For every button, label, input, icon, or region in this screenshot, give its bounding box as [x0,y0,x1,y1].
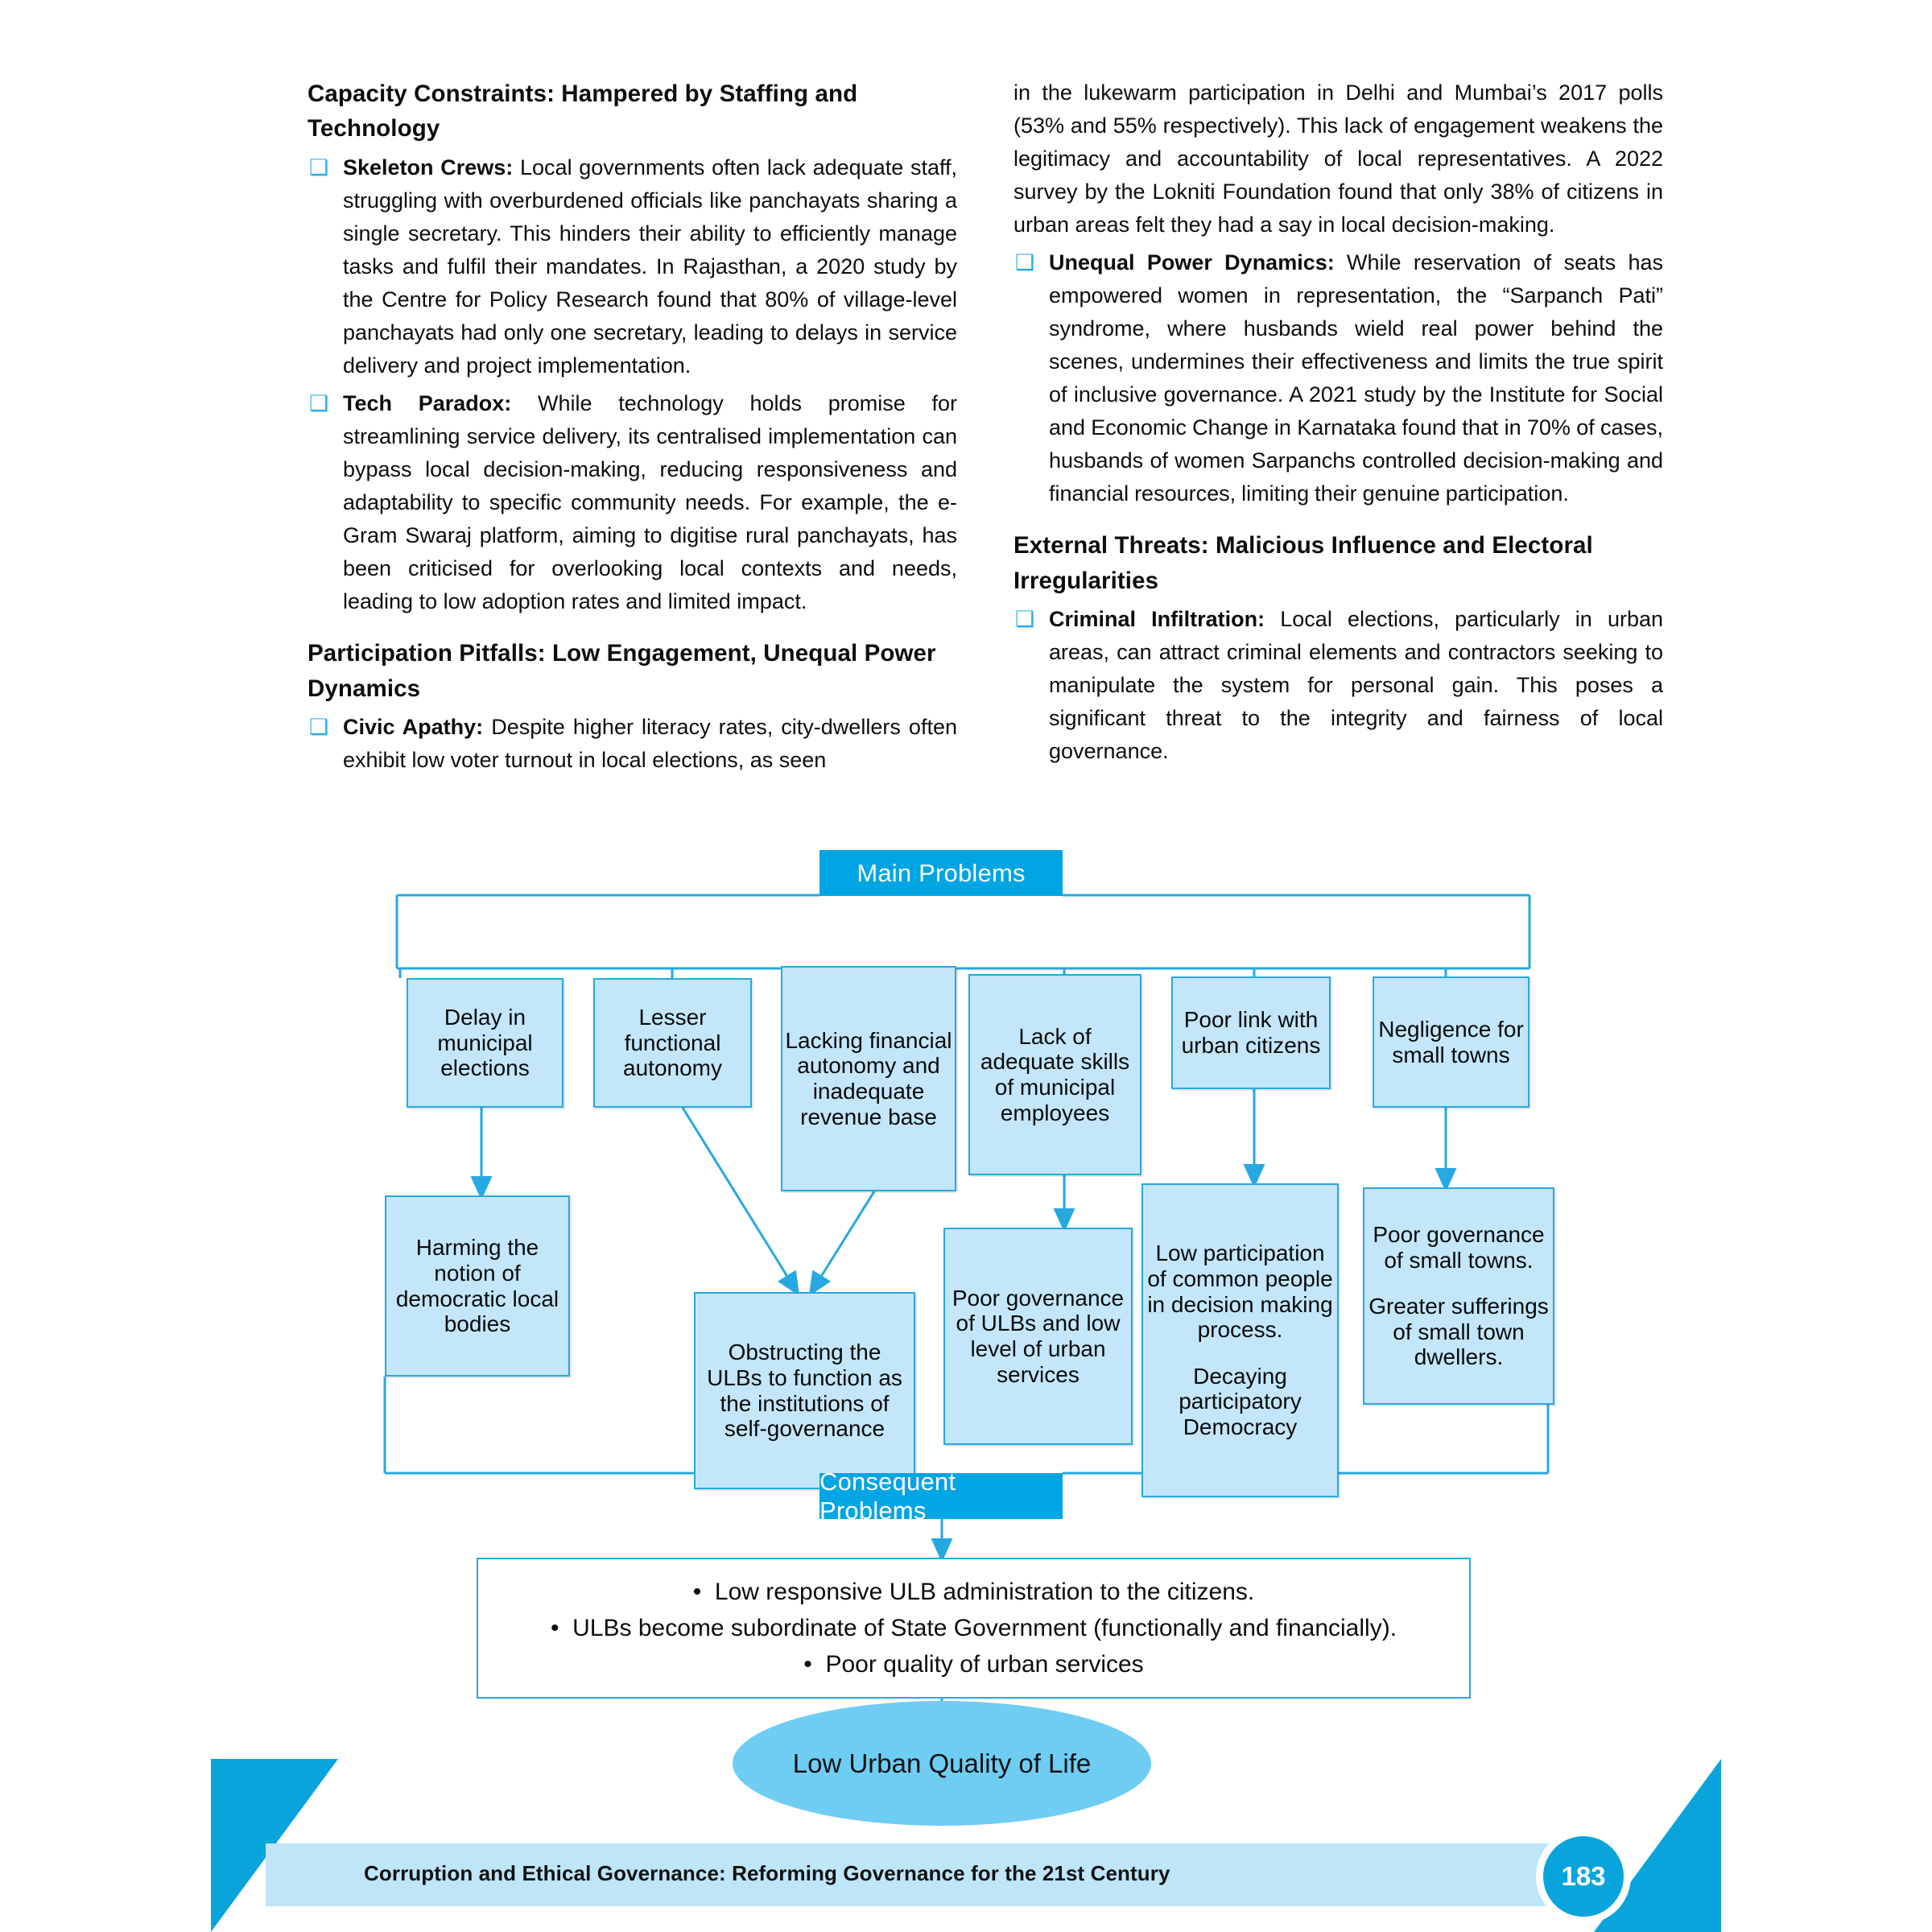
node-lesser-functional-autonomy: Lesser functional autonomy [593,978,752,1108]
bullet-civic-apathy [308,711,957,777]
section-heading-capacity: Capacity Constraints: Hampered by Staffing and Technology [308,80,858,142]
page-number-text: 183 [1543,1836,1624,1917]
consequence-text: Low responsive ULB administration to the citizens. [714,1579,1255,1605]
bullet-skeleton-crews [308,151,957,382]
checkbox-bullet-icon: ❑ [1015,607,1035,632]
node-poor-link-urban-citizens: Poor link with urban citizens [1171,976,1331,1089]
node-lack-adequate-skills: Lack of adequate skills of municipal employees [968,974,1141,1175]
bullet-lead: Unequal Power Dynamics: [1049,250,1335,275]
left-column [308,76,957,825]
node-lacking-financial-autonomy: Lacking financial autonomy and inadequate revenue base [781,966,956,1191]
bullet-tech-paradox [308,387,957,618]
bullet-text [343,151,957,382]
page-number-badge [1536,1829,1631,1924]
node-harming-democratic-local-bodies: Harming the notion of democratic local bodies [385,1195,570,1377]
consequence-text: ULBs become subordinate of State Government (functionally and financially). [572,1615,1397,1641]
checkbox-bullet-icon: ❑ [309,155,329,180]
bullet-criminal-infiltration [1013,603,1663,768]
node-delay-municipal-elections: Delay in municipal elections [407,978,564,1108]
consequence-item: • Low responsive ULB administration to the citizens. [692,1579,1255,1605]
bullet-text [1049,603,1663,768]
bullet-body-text: Despite higher literacy rates, city-dwellers often exhibit low voter turnout in local elections, as seen [343,714,957,772]
consequence-text: Poor quality of urban services [825,1651,1144,1678]
checkbox-bullet-icon: ❑ [309,714,329,739]
banner-consequent-problems: Consequent Problems [819,1473,1063,1519]
bullet-lead: Skeleton Crews: [343,155,514,180]
node-low-participation-para1: Low participation of common people in decision making process. [1147,1241,1333,1343]
node-low-participation [1141,1183,1339,1497]
problem-flow-diagram [0,849,1932,1778]
section-heading-external-threats: External Threats: Malicious Influence and Electoral Irregularities [1013,532,1593,594]
bullet-text [343,711,957,777]
banner-main-problems: Main Problems [819,850,1063,896]
bullet-unequal-power-dynamics [1013,246,1663,510]
bullet-text [343,387,957,618]
consequence-item: • ULBs become subordinate of State Government (functionally and financially). [550,1615,1397,1641]
bullet-body-text: While technology holds promise for streamlining service delivery, its centralised implementation can bypass local decision-making, reducing responsiveness and adaptability to specific community needs. For example, the e-Gram Swaraj platform, aiming to digitise rural panchayats, has been criticised for overlooking local contexts and needs, leading to low adoption rates and limited impact. [343,390,957,614]
checkbox-bullet-icon: ❑ [1015,250,1035,275]
checkbox-bullet-icon: ❑ [309,390,329,415]
bullet-text [1049,246,1663,510]
node-poor-governance-ulbs: Poor governance of ULBs and low level of urban services [943,1228,1133,1445]
bullet-lead: Criminal Infiltration: [1049,607,1265,632]
section-heading-participation: Participation Pitfalls: Low Engagement, Unequal Power Dynamics [308,640,936,702]
bullet-lead: Civic Apathy: [343,714,484,739]
article-body [308,76,1663,825]
paragraph-continuation [1013,76,1663,242]
consequences-list-box [477,1558,1471,1699]
node-small-towns-para1: Poor governance of small towns. [1373,1221,1545,1273]
footer-title: Corruption and Ethical Governance: Reforming Governance for the 21st Century [364,1861,1170,1885]
node-low-participation-para2: Decaying participatory Democracy [1179,1363,1302,1440]
bullet-lead: Tech Paradox: [343,390,512,415]
bullet-body-text: Local governments often lack adequate staff, struggling with overburdened officials like panchayats sharing a single secretary. This hinders their ability to efficiently manage tasks and fulfil their mandates. In Rajasthan, a 2020 study by the Centre for Policy Research found that 80% of village-level panchayats had only one secretary, leading to delays in service delivery and project implementation. [343,155,957,378]
bullet-body-text: While reservation of seats has empowered women in representation, the “Sarpanch Pati” syndrome, where husbands wield real power behind the scenes, undermines their effectiveness and limits the true spirit of inclusive governance. A 2021 study by the Institute for Social and Economic Change in Karnataka found that in 70% of cases, husbands of women Sarpanchs controlled decision-making and financial resources, limiting their genuine participation. [1049,250,1663,506]
outcome-ellipse: Low Urban Quality of Life [733,1701,1151,1826]
node-small-towns-para2: Greater sufferings of small town dwellers. [1368,1294,1549,1370]
continuation-text: in the lukewarm participation in Delhi and Mumbai’s 2017 polls (53% and 55% respectively). This lack of engagement weakens the legitimacy and accountability of local representatives. A 2022 survey by the Lokniti Foundation found that only 38% of citizens in urban areas felt they had a say in local decision-making. [1013,80,1663,237]
node-poor-governance-small-towns [1363,1187,1554,1405]
bullet-body-text: Local elections, particularly in urban areas, can attract criminal elements and contractors seeking to manipulate the system for personal gain. This poses a significant threat to the integrity and fairness of local governance. [1049,607,1664,764]
right-column [1013,76,1663,825]
node-negligence-small-towns: Negligence for small towns [1373,976,1530,1108]
node-obstructing-ulbs: Obstructing the ULBs to function as the institutions of self-governance [694,1292,915,1489]
consequence-item: • Poor quality of urban services [803,1651,1144,1678]
